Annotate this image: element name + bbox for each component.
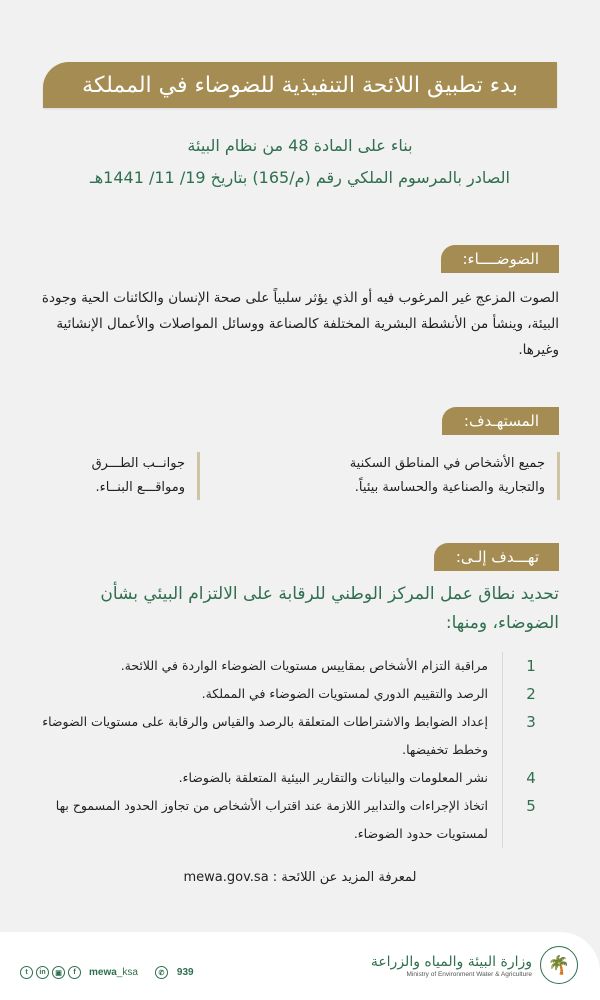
social-bar xyxy=(20,966,194,979)
target-roads: جوانــب الطـــرق ومواقـــع البنــاء. xyxy=(75,452,200,500)
list-number: 1 xyxy=(502,652,559,680)
list-text: إعداد الضوابط والاشتراطات المتعلقة بالرصد والقياس والرقابة على مستويات الضوضاء وخطط تخفيضها. xyxy=(42,714,488,757)
list-number: 5 xyxy=(502,792,559,848)
more-info xyxy=(0,870,600,885)
list-item xyxy=(39,792,559,848)
linkedin-icon[interactable]: in xyxy=(36,966,49,979)
more-info-label: لمعرفة المزيد عن اللائحة : xyxy=(272,870,417,885)
noise-tag-label: الضوضــــاء: xyxy=(462,250,539,268)
aims-list xyxy=(39,652,559,848)
list-item xyxy=(39,708,559,764)
noise-section-tag xyxy=(441,245,560,273)
aims-section-tag xyxy=(434,543,559,571)
aims-intro: تحديد نطاق عمل المركز الوطني للرقابة على الالتزام البيئي بشأن الضوضاء، ومنها: xyxy=(100,584,559,633)
page-title: بدء تطبيق اللائحة التنفيذية للضوضاء في المملكة xyxy=(82,72,518,98)
list-item xyxy=(39,680,559,708)
list-text: الرصد والتقييم الدوري لمستويات الضوضاء في المملكة. xyxy=(201,686,488,701)
list-text: مراقبة التزام الأشخاص بمقاييس مستويات الضوضاء الواردة في اللائحة. xyxy=(120,658,488,673)
social-handle[interactable] xyxy=(89,967,138,978)
hotline-number[interactable]: 939 xyxy=(176,967,194,978)
footer xyxy=(0,932,600,1000)
website-link[interactable]: mewa.gov.sa xyxy=(183,870,269,885)
palm-emblem-icon: 🌴 xyxy=(540,946,578,984)
basis-line-2: الصادر بالمرسوم الملكي رقم (م/165) بتاريخ 19/ 11/ 1441هـ xyxy=(90,168,510,187)
facebook-icon[interactable]: f xyxy=(68,966,81,979)
handle-rest: _ksa xyxy=(116,967,138,978)
list-number: 3 xyxy=(502,708,559,764)
ministry-name-en: Ministry of Environment Water & Agriculture xyxy=(406,970,532,978)
handle-bold: mewa xyxy=(89,967,117,978)
ministry-logo xyxy=(371,946,578,984)
list-number: 2 xyxy=(502,680,559,708)
list-item xyxy=(39,764,559,792)
noise-definition: الصوت المزعج غير المرغوب فيه أو الذي يؤثر سلبياً على صحة الإنسان والكائنات الحية وجودة البيئة، وينشأ من الأنشطة البشرية المختلفة كالصناعة ووسائل المواصلات والأعمال الإنشائية وغيرها. xyxy=(41,290,559,358)
basis-line-1: بناء على المادة 48 من نظام البيئة xyxy=(187,136,413,155)
ministry-name-ar: وزارة البيئة والمياه والزراعة xyxy=(370,953,532,970)
legal-basis xyxy=(0,130,600,194)
aims-tag-label: تهـــدف إلـى: xyxy=(455,548,539,566)
target-section-tag xyxy=(442,407,559,435)
phone-icon: ✆ xyxy=(155,966,168,979)
target-tag-label: المستهـدف: xyxy=(463,412,539,430)
target-residential: جميع الأشخاص في المناطق السكنية والتجارية والصناعية والحساسة بيئياً. xyxy=(315,452,560,500)
list-item xyxy=(39,652,559,680)
list-number: 4 xyxy=(502,764,559,792)
title-banner xyxy=(43,62,557,108)
list-text: نشر المعلومات والبيانات والتقارير البيئية المتعلقة بالضوضاء. xyxy=(178,770,488,785)
twitter-icon[interactable]: t xyxy=(20,966,33,979)
list-text: اتخاذ الإجراءات والتدابير اللازمة عند اقتراب الأشخاص من تجاوز الحدود المسموح بها لمستويات حدود الضوضاء. xyxy=(55,798,488,841)
instagram-icon[interactable]: ▣ xyxy=(52,966,65,979)
